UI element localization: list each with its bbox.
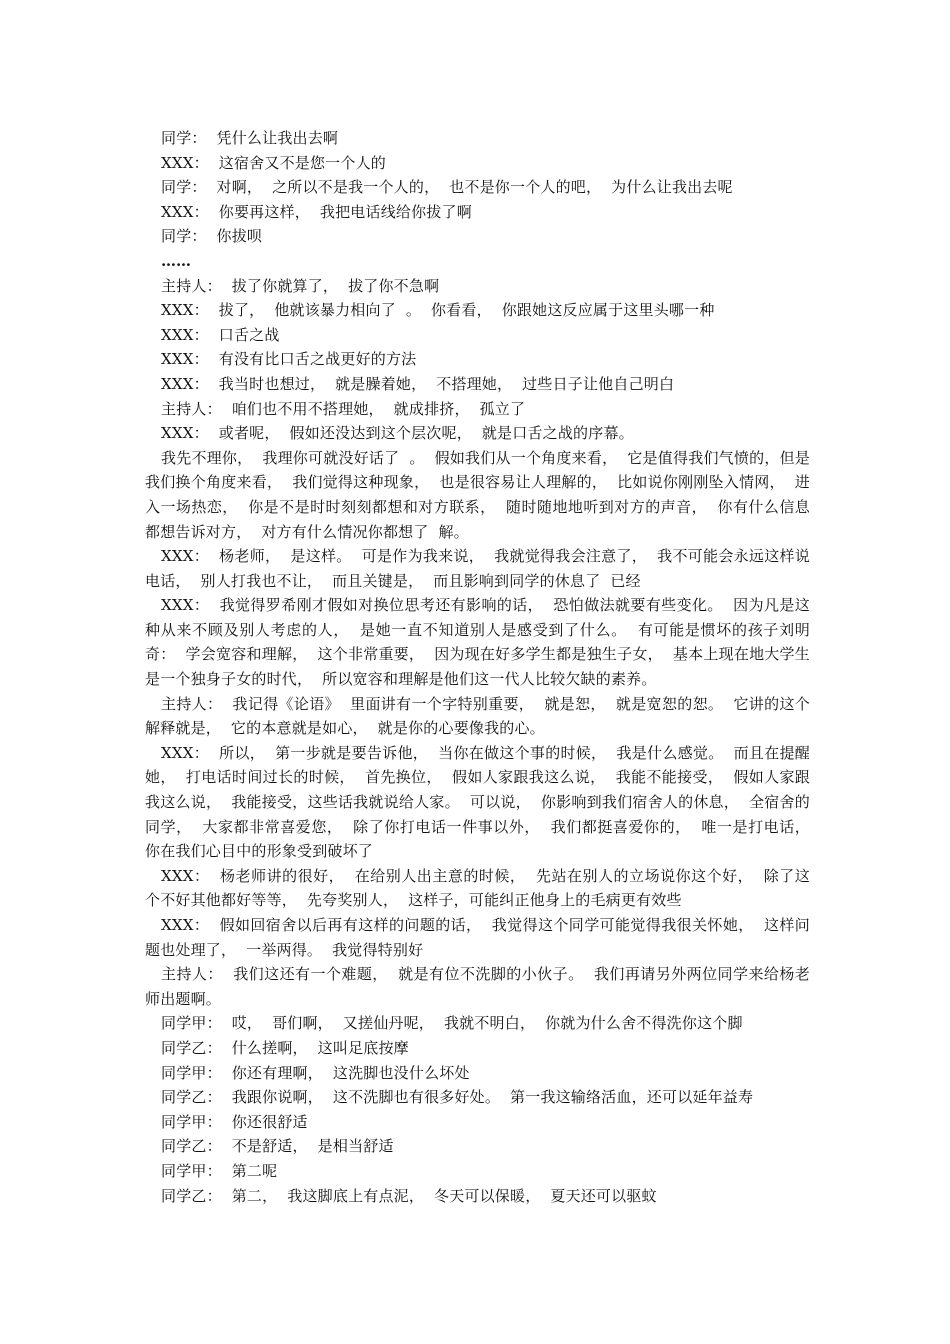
body-paragraph: XXX： 杨老师， 是这样。 可是作为我来说， 我就觉得我会注意了， 我不可能会永远这样说电话， 别人打我也不让， 而且关键是， 而且影响到同学的休息了 已经 <box>145 547 810 590</box>
dialogue-line: 主持人： 咱们也不用不搭理她， 就成排挤， 孤立了 <box>161 399 526 418</box>
dialogue-line: 同学： 对啊， 之所以不是我一个人的， 也不是你一个人的吧， 为什么让我出去呢 <box>161 178 733 197</box>
dialogue-line: 同学乙： 第二， 我这脚底上有点泥， 冬天可以保暖， 夏天还可以驱蚊 <box>161 1186 657 1205</box>
dialogue-line: 同学乙： 不是舒适， 是相当舒适 <box>161 1137 394 1156</box>
dialogue-line: XXX： 拔了， 他就该暴力相向了 。 你看看， 你跟她这反应属于这里头哪一种 <box>161 301 715 320</box>
body-paragraph: 主持人： 我们这还有一个难题， 就是有位不洗脚的小伙子。 我们再请另外两位同学来给杨老师出题啊。 <box>145 965 810 1008</box>
body-paragraph: XXX： 假如回宿舍以后再有这样的问题的话， 我觉得这个同学可能觉得我很关怀她， 这样问题也处理了， 一举两得。 我觉得特别好 <box>145 916 810 959</box>
body-paragraph: 主持人： 我记得《论语》 里面讲有一个字特别重要， 就是恕， 就是宽恕的恕。 它讲的这个解释就是， 它的本意就是如心， 就是你的心要像我的心。 <box>145 694 810 738</box>
dialogue-line: 同学乙： 我跟你说啊， 这不洗脚也有很多好处。 第一我这输络活血，还可以延年益寿 <box>161 1088 754 1107</box>
dialogue-line: 同学甲： 你还很舒适 <box>161 1112 308 1131</box>
dialogue-line: 同学： 凭什么让我出去啊 <box>161 129 339 147</box>
dialogue-line: XXX： 你要再这样， 我把电话线给你拔了啊 <box>161 202 472 221</box>
dialogue-line: XXX： 这宿舍又不是您一个人的 <box>161 153 386 172</box>
dialogue-line: 同学： 你拔呗 <box>161 227 263 246</box>
body-paragraph: XXX： 杨老师讲的很好， 在给别人出主意的时候， 先站在别人的立场说你这个好， 除了这个不好其他都好等等， 先夸奖别人， 这样子，可能纠正他身上的毛病更有效些 <box>145 866 810 910</box>
dialogue-line: XXX： 有没有比口舌之战更好的方法 <box>161 350 417 369</box>
document-body <box>145 126 820 1208</box>
body-paragraph: XXX： 所以， 第一步就是要告诉他， 当你在做这个事的时候， 我是什么感觉。 而且在提醒她， 打电话时间过长的时候， 首先换位， 假如人家跟我这么说， 我能不能接受， 假如人家跟我这么说， 我能接受，这些话我就说给人家。 可以说， 你影响到我们宿舍人的休息， 全宿舍的同学， 大家都非常喜爱您， 除了你打电话一件事以外， 我们都挺喜爱你的， 唯一是打电话， 你在我们心目中的形象受到破坏了 <box>145 743 820 861</box>
dialogue-line: XXX： 或者呢， 假如还没达到这个层次呢， 就是口舌之战的序幕。 <box>161 424 634 443</box>
dialogue-line: XXX： 口舌之战 <box>161 325 280 344</box>
dialogue-line: 同学甲： 哎， 哥们啊， 又搓仙丹呢， 我就不明白， 你就为什么舍不得洗你这个脚 <box>161 1014 743 1033</box>
body-paragraph: 我先不理你， 我理你可就没好话了 。 假如我们从一个角度来看， 它是值得我们气愤的，但是我们换个角度来看， 我们觉得这种现象， 也是很容易让人理解的， 比如说你刚刚坠入情网， 进入一场热恋， 你是不是时时刻刻都想和对方联系， 随时随地地听到对方的声音， 你有什么信息都想告诉对方， 对方有什么情况你都想了 解。 <box>145 448 810 541</box>
dialogue-line: 主持人： 拔了你就算了， 拔了你不急啊 <box>161 276 440 295</box>
ellipsis-line: …… <box>161 251 191 270</box>
body-paragraph: XXX： 我觉得罗希刚才假如对换位思考还有影响的话， 恐怕做法就要有些变化。 因为凡是这种从来不顾及别人考虑的人， 是她一直不知道别人是感受到了什么。 有可能是惯坏的孩子刘明奇： 学会宽容和理解， 这个非常重要， 因为现在好多学生都是独生子女， 基本上现在地大学生是一个独身子女的时代， 所以宽容和理解是他们这一代人比较欠缺的素养。 <box>145 596 810 689</box>
dialogue-line: 同学乙： 什么搓啊， 这叫足底按摩 <box>161 1038 409 1057</box>
dialogue-line: 同学甲： 第二呢 <box>161 1161 278 1180</box>
dialogue-line: 同学甲： 你还有理啊， 这洗脚也没什么坏处 <box>161 1063 470 1082</box>
dialogue-line: XXX： 我当时也想过， 就是臊着她， 不搭理她， 过些日子让他自己明白 <box>161 374 675 393</box>
